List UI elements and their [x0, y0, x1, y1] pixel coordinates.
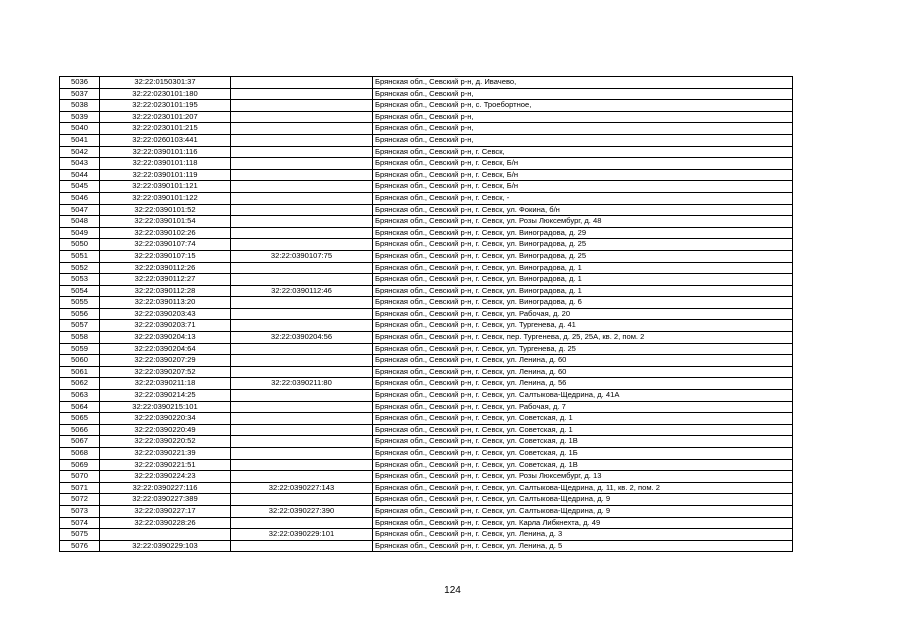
table-row — [60, 343, 793, 355]
cadastral-number-cell: 32:22:0390221:39 — [100, 448, 231, 460]
table-row — [60, 471, 793, 483]
related-cadastral-number-cell — [231, 494, 373, 506]
cadastral-number-cell: 32:22:0390107:15 — [100, 250, 231, 262]
row-number-cell: 5069 — [60, 459, 100, 471]
related-cadastral-number-cell — [231, 262, 373, 274]
row-number-cell: 5040 — [60, 123, 100, 135]
table-row — [60, 134, 793, 146]
address-cell: Брянская обл., Севский р-н, г. Севск, ул. Розы Люксембург, д. 48 — [373, 216, 793, 228]
table-row — [60, 262, 793, 274]
cadastral-number-cell: 32:22:0390220:34 — [100, 413, 231, 425]
address-cell: Брянская обл., Севский р-н, г. Севск, ул. Рабочая, д. 20 — [373, 308, 793, 320]
cadastral-number-cell: 32:22:0390113:20 — [100, 297, 231, 309]
table-row — [60, 146, 793, 158]
row-number-cell: 5037 — [60, 88, 100, 100]
related-cadastral-number-cell — [231, 308, 373, 320]
related-cadastral-number-cell: 32:22:0390112:46 — [231, 285, 373, 297]
address-cell: Брянская обл., Севский р-н, г. Севск, ул. Виноградова, д. 1 — [373, 274, 793, 286]
table-row — [60, 227, 793, 239]
address-cell: Брянская обл., Севский р-н, г. Севск, ул. Ленина, д. 60 — [373, 355, 793, 367]
cadastral-number-cell: 32:22:0230101:180 — [100, 88, 231, 100]
address-cell: Брянская обл., Севский р-н, — [373, 134, 793, 146]
related-cadastral-number-cell — [231, 227, 373, 239]
row-number-cell: 5044 — [60, 169, 100, 181]
cadastral-table-body — [60, 77, 793, 552]
row-number-cell: 5058 — [60, 332, 100, 344]
related-cadastral-number-cell — [231, 366, 373, 378]
row-number-cell: 5053 — [60, 274, 100, 286]
table-row — [60, 401, 793, 413]
cadastral-number-cell: 32:22:0390220:52 — [100, 436, 231, 448]
table-row — [60, 111, 793, 123]
related-cadastral-number-cell — [231, 540, 373, 552]
cadastral-number-cell: 32:22:0390112:27 — [100, 274, 231, 286]
address-cell: Брянская обл., Севский р-н, г. Севск, ул. Салтыкова-Щедрина, д. 9 — [373, 505, 793, 517]
table-row — [60, 459, 793, 471]
cadastral-number-cell: 32:22:0390220:49 — [100, 424, 231, 436]
cadastral-number-cell: 32:22:0390221:51 — [100, 459, 231, 471]
table-row — [60, 482, 793, 494]
address-cell: Брянская обл., Севский р-н, г. Севск, ул. Тургенева, д. 41 — [373, 320, 793, 332]
related-cadastral-number-cell — [231, 436, 373, 448]
row-number-cell: 5057 — [60, 320, 100, 332]
related-cadastral-number-cell — [231, 471, 373, 483]
address-cell: Брянская обл., Севский р-н, с. Троебортное, — [373, 100, 793, 112]
row-number-cell: 5038 — [60, 100, 100, 112]
address-cell: Брянская обл., Севский р-н, г. Севск, ул. Ленина, д. 60 — [373, 366, 793, 378]
related-cadastral-number-cell — [231, 111, 373, 123]
cadastral-number-cell — [100, 529, 231, 541]
row-number-cell: 5049 — [60, 227, 100, 239]
cadastral-number-cell: 32:22:0390215:101 — [100, 401, 231, 413]
address-cell: Брянская обл., Севский р-н, г. Севск, ул. Виноградова, д. 25 — [373, 239, 793, 251]
address-cell: Брянская обл., Севский р-н, г. Севск, ул. Виноградова, д. 29 — [373, 227, 793, 239]
row-number-cell: 5073 — [60, 505, 100, 517]
row-number-cell: 5051 — [60, 250, 100, 262]
cadastral-number-cell: 32:22:0390214:25 — [100, 390, 231, 402]
related-cadastral-number-cell — [231, 123, 373, 135]
row-number-cell: 5052 — [60, 262, 100, 274]
table-row — [60, 390, 793, 402]
table-row — [60, 424, 793, 436]
table-row — [60, 274, 793, 286]
cadastral-number-cell: 32:22:0390227:389 — [100, 494, 231, 506]
address-cell: Брянская обл., Севский р-н, г. Севск, ул. Ленина, д. 3 — [373, 529, 793, 541]
cadastral-number-cell: 32:22:0390224:23 — [100, 471, 231, 483]
table-row — [60, 77, 793, 89]
address-cell: Брянская обл., Севский р-н, — [373, 123, 793, 135]
row-number-cell: 5070 — [60, 471, 100, 483]
cadastral-number-cell: 32:22:0390101:52 — [100, 204, 231, 216]
table-row — [60, 250, 793, 262]
related-cadastral-number-cell: 32:22:0390229:101 — [231, 529, 373, 541]
row-number-cell: 5046 — [60, 192, 100, 204]
table-row — [60, 123, 793, 135]
row-number-cell: 5072 — [60, 494, 100, 506]
related-cadastral-number-cell: 32:22:0390211:80 — [231, 378, 373, 390]
row-number-cell: 5039 — [60, 111, 100, 123]
row-number-cell: 5050 — [60, 239, 100, 251]
table-row — [60, 308, 793, 320]
table-row — [60, 540, 793, 552]
cadastral-table — [59, 76, 793, 552]
row-number-cell: 5047 — [60, 204, 100, 216]
address-cell: Брянская обл., Севский р-н, — [373, 88, 793, 100]
cadastral-number-cell: 32:22:0390112:26 — [100, 262, 231, 274]
table-row — [60, 436, 793, 448]
row-number-cell: 5054 — [60, 285, 100, 297]
row-number-cell: 5067 — [60, 436, 100, 448]
table-row — [60, 169, 793, 181]
cadastral-number-cell: 32:22:0390228:26 — [100, 517, 231, 529]
address-cell: Брянская обл., Севский р-н, г. Севск, ул. Советская, д. 1В — [373, 459, 793, 471]
table-row — [60, 529, 793, 541]
row-number-cell: 5055 — [60, 297, 100, 309]
table-row — [60, 355, 793, 367]
row-number-cell: 5056 — [60, 308, 100, 320]
related-cadastral-number-cell — [231, 320, 373, 332]
row-number-cell: 5041 — [60, 134, 100, 146]
table-row — [60, 192, 793, 204]
related-cadastral-number-cell — [231, 448, 373, 460]
page-number: 124 — [444, 585, 461, 596]
row-number-cell: 5075 — [60, 529, 100, 541]
table-row — [60, 88, 793, 100]
related-cadastral-number-cell — [231, 274, 373, 286]
cadastral-number-cell: 32:22:0230101:215 — [100, 123, 231, 135]
row-number-cell: 5043 — [60, 158, 100, 170]
row-number-cell: 5059 — [60, 343, 100, 355]
cadastral-number-cell: 32:22:0390101:54 — [100, 216, 231, 228]
row-number-cell: 5068 — [60, 448, 100, 460]
cadastral-number-cell: 32:22:0390101:116 — [100, 146, 231, 158]
address-cell: Брянская обл., Севский р-н, г. Севск, ул. Ленина, д. 5 — [373, 540, 793, 552]
address-cell: Брянская обл., Севский р-н, г. Севск, ул. Советская, д. 1В — [373, 436, 793, 448]
related-cadastral-number-cell — [231, 413, 373, 425]
table-row — [60, 505, 793, 517]
address-cell: Брянская обл., Севский р-н, г. Севск, ул. Советская, д. 1Б — [373, 448, 793, 460]
address-cell: Брянская обл., Севский р-н, г. Севск, Б/н — [373, 181, 793, 193]
row-number-cell: 5042 — [60, 146, 100, 158]
row-number-cell: 5064 — [60, 401, 100, 413]
related-cadastral-number-cell — [231, 88, 373, 100]
address-cell: Брянская обл., Севский р-н, г. Севск, ул. Розы Люксембург, д. 13 — [373, 471, 793, 483]
table-row — [60, 216, 793, 228]
table-row — [60, 239, 793, 251]
table-row — [60, 181, 793, 193]
related-cadastral-number-cell — [231, 146, 373, 158]
table-row — [60, 517, 793, 529]
table-row — [60, 366, 793, 378]
table-row — [60, 448, 793, 460]
address-cell: Брянская обл., Севский р-н, г. Севск, ул. Ленина, д. 56 — [373, 378, 793, 390]
address-cell: Брянская обл., Севский р-н, г. Севск, — [373, 146, 793, 158]
address-cell: Брянская обл., Севский р-н, — [373, 111, 793, 123]
row-number-cell: 5063 — [60, 390, 100, 402]
row-number-cell: 5045 — [60, 181, 100, 193]
address-cell: Брянская обл., Севский р-н, г. Севск, ул. Салтыкова-Щедрина, д. 9 — [373, 494, 793, 506]
cadastral-number-cell: 32:22:0390211:18 — [100, 378, 231, 390]
table-row — [60, 320, 793, 332]
row-number-cell: 5048 — [60, 216, 100, 228]
related-cadastral-number-cell — [231, 424, 373, 436]
related-cadastral-number-cell — [231, 355, 373, 367]
related-cadastral-number-cell: 32:22:0390107:75 — [231, 250, 373, 262]
cadastral-number-cell: 32:22:0390101:119 — [100, 169, 231, 181]
row-number-cell: 5061 — [60, 366, 100, 378]
cadastral-number-cell: 32:22:0230101:195 — [100, 100, 231, 112]
address-cell: Брянская обл., Севский р-н, г. Севск, ул. Фокина, б/н — [373, 204, 793, 216]
cadastral-number-cell: 32:22:0230101:207 — [100, 111, 231, 123]
address-cell: Брянская обл., Севский р-н, г. Севск, ул. Виноградова, д. 1 — [373, 262, 793, 274]
address-cell: Брянская обл., Севский р-н, г. Севск, Б/н — [373, 158, 793, 170]
related-cadastral-number-cell — [231, 459, 373, 471]
cadastral-number-cell: 32:22:0390229:103 — [100, 540, 231, 552]
related-cadastral-number-cell: 32:22:0390204:56 — [231, 332, 373, 344]
address-cell: Брянская обл., Севский р-н, д. Ивачево, — [373, 77, 793, 89]
row-number-cell: 5066 — [60, 424, 100, 436]
address-cell: Брянская обл., Севский р-н, г. Севск, ул. Виноградова, д. 1 — [373, 285, 793, 297]
cadastral-number-cell: 32:22:0390207:29 — [100, 355, 231, 367]
cadastral-number-cell: 32:22:0390204:64 — [100, 343, 231, 355]
table-row — [60, 494, 793, 506]
cadastral-number-cell: 32:22:0390203:43 — [100, 308, 231, 320]
row-number-cell: 5071 — [60, 482, 100, 494]
cadastral-number-cell: 32:22:0390227:116 — [100, 482, 231, 494]
row-number-cell: 5065 — [60, 413, 100, 425]
table-row — [60, 204, 793, 216]
cadastral-number-cell: 32:22:0260103:441 — [100, 134, 231, 146]
related-cadastral-number-cell — [231, 390, 373, 402]
table-row — [60, 378, 793, 390]
cadastral-number-cell: 32:22:0390203:71 — [100, 320, 231, 332]
related-cadastral-number-cell — [231, 239, 373, 251]
related-cadastral-number-cell — [231, 204, 373, 216]
cadastral-number-cell: 32:22:0390207:52 — [100, 366, 231, 378]
address-cell: Брянская обл., Севский р-н, г. Севск, ул. Виноградова, д. 25 — [373, 250, 793, 262]
cadastral-number-cell: 32:22:0150301:37 — [100, 77, 231, 89]
related-cadastral-number-cell — [231, 100, 373, 112]
related-cadastral-number-cell: 32:22:0390227:390 — [231, 505, 373, 517]
cadastral-number-cell: 32:22:0390102:26 — [100, 227, 231, 239]
related-cadastral-number-cell — [231, 517, 373, 529]
row-number-cell: 5060 — [60, 355, 100, 367]
cadastral-number-cell: 32:22:0390101:122 — [100, 192, 231, 204]
related-cadastral-number-cell — [231, 181, 373, 193]
address-cell: Брянская обл., Севский р-н, г. Севск, ул. Советская, д. 1 — [373, 424, 793, 436]
related-cadastral-number-cell — [231, 158, 373, 170]
table-row — [60, 100, 793, 112]
table-row — [60, 297, 793, 309]
address-cell: Брянская обл., Севский р-н, г. Севск, ул. Салтыкова-Щедрина, д. 11, кв. 2, пом. 2 — [373, 482, 793, 494]
address-cell: Брянская обл., Севский р-н, г. Севск, Б/н — [373, 169, 793, 181]
cadastral-number-cell: 32:22:0390107:74 — [100, 239, 231, 251]
address-cell: Брянская обл., Севский р-н, г. Севск, ул. Тургенева, д. 25 — [373, 343, 793, 355]
address-cell: Брянская обл., Севский р-н, г. Севск, ул. Виноградова, д. 6 — [373, 297, 793, 309]
related-cadastral-number-cell — [231, 134, 373, 146]
cadastral-number-cell: 32:22:0390227:17 — [100, 505, 231, 517]
related-cadastral-number-cell — [231, 192, 373, 204]
table-row — [60, 285, 793, 297]
row-number-cell: 5062 — [60, 378, 100, 390]
row-number-cell: 5074 — [60, 517, 100, 529]
cadastral-number-cell: 32:22:0390101:118 — [100, 158, 231, 170]
address-cell: Брянская обл., Севский р-н, г. Севск, ул. Рабочая, д. 7 — [373, 401, 793, 413]
address-cell: Брянская обл., Севский р-н, г. Севск, ул. Салтыкова-Щедрина, д. 41А — [373, 390, 793, 402]
table-row — [60, 332, 793, 344]
cadastral-number-cell: 32:22:0390204:13 — [100, 332, 231, 344]
address-cell: Брянская обл., Севский р-н, г. Севск, - — [373, 192, 793, 204]
related-cadastral-number-cell: 32:22:0390227:143 — [231, 482, 373, 494]
related-cadastral-number-cell — [231, 343, 373, 355]
cadastral-number-cell: 32:22:0390112:28 — [100, 285, 231, 297]
related-cadastral-number-cell — [231, 401, 373, 413]
related-cadastral-number-cell — [231, 216, 373, 228]
address-cell: Брянская обл., Севский р-н, г. Севск, ул. Советская, д. 1 — [373, 413, 793, 425]
address-cell: Брянская обл., Севский р-н, г. Севск, пер. Тургенева, д. 25, 25А, кв. 2, пом. 2 — [373, 332, 793, 344]
row-number-cell: 5076 — [60, 540, 100, 552]
address-cell: Брянская обл., Севский р-н, г. Севск, ул. Карла Либкнехта, д. 49 — [373, 517, 793, 529]
table-row — [60, 413, 793, 425]
row-number-cell: 5036 — [60, 77, 100, 89]
related-cadastral-number-cell — [231, 297, 373, 309]
table-row — [60, 158, 793, 170]
related-cadastral-number-cell — [231, 77, 373, 89]
related-cadastral-number-cell — [231, 169, 373, 181]
cadastral-number-cell: 32:22:0390101:121 — [100, 181, 231, 193]
